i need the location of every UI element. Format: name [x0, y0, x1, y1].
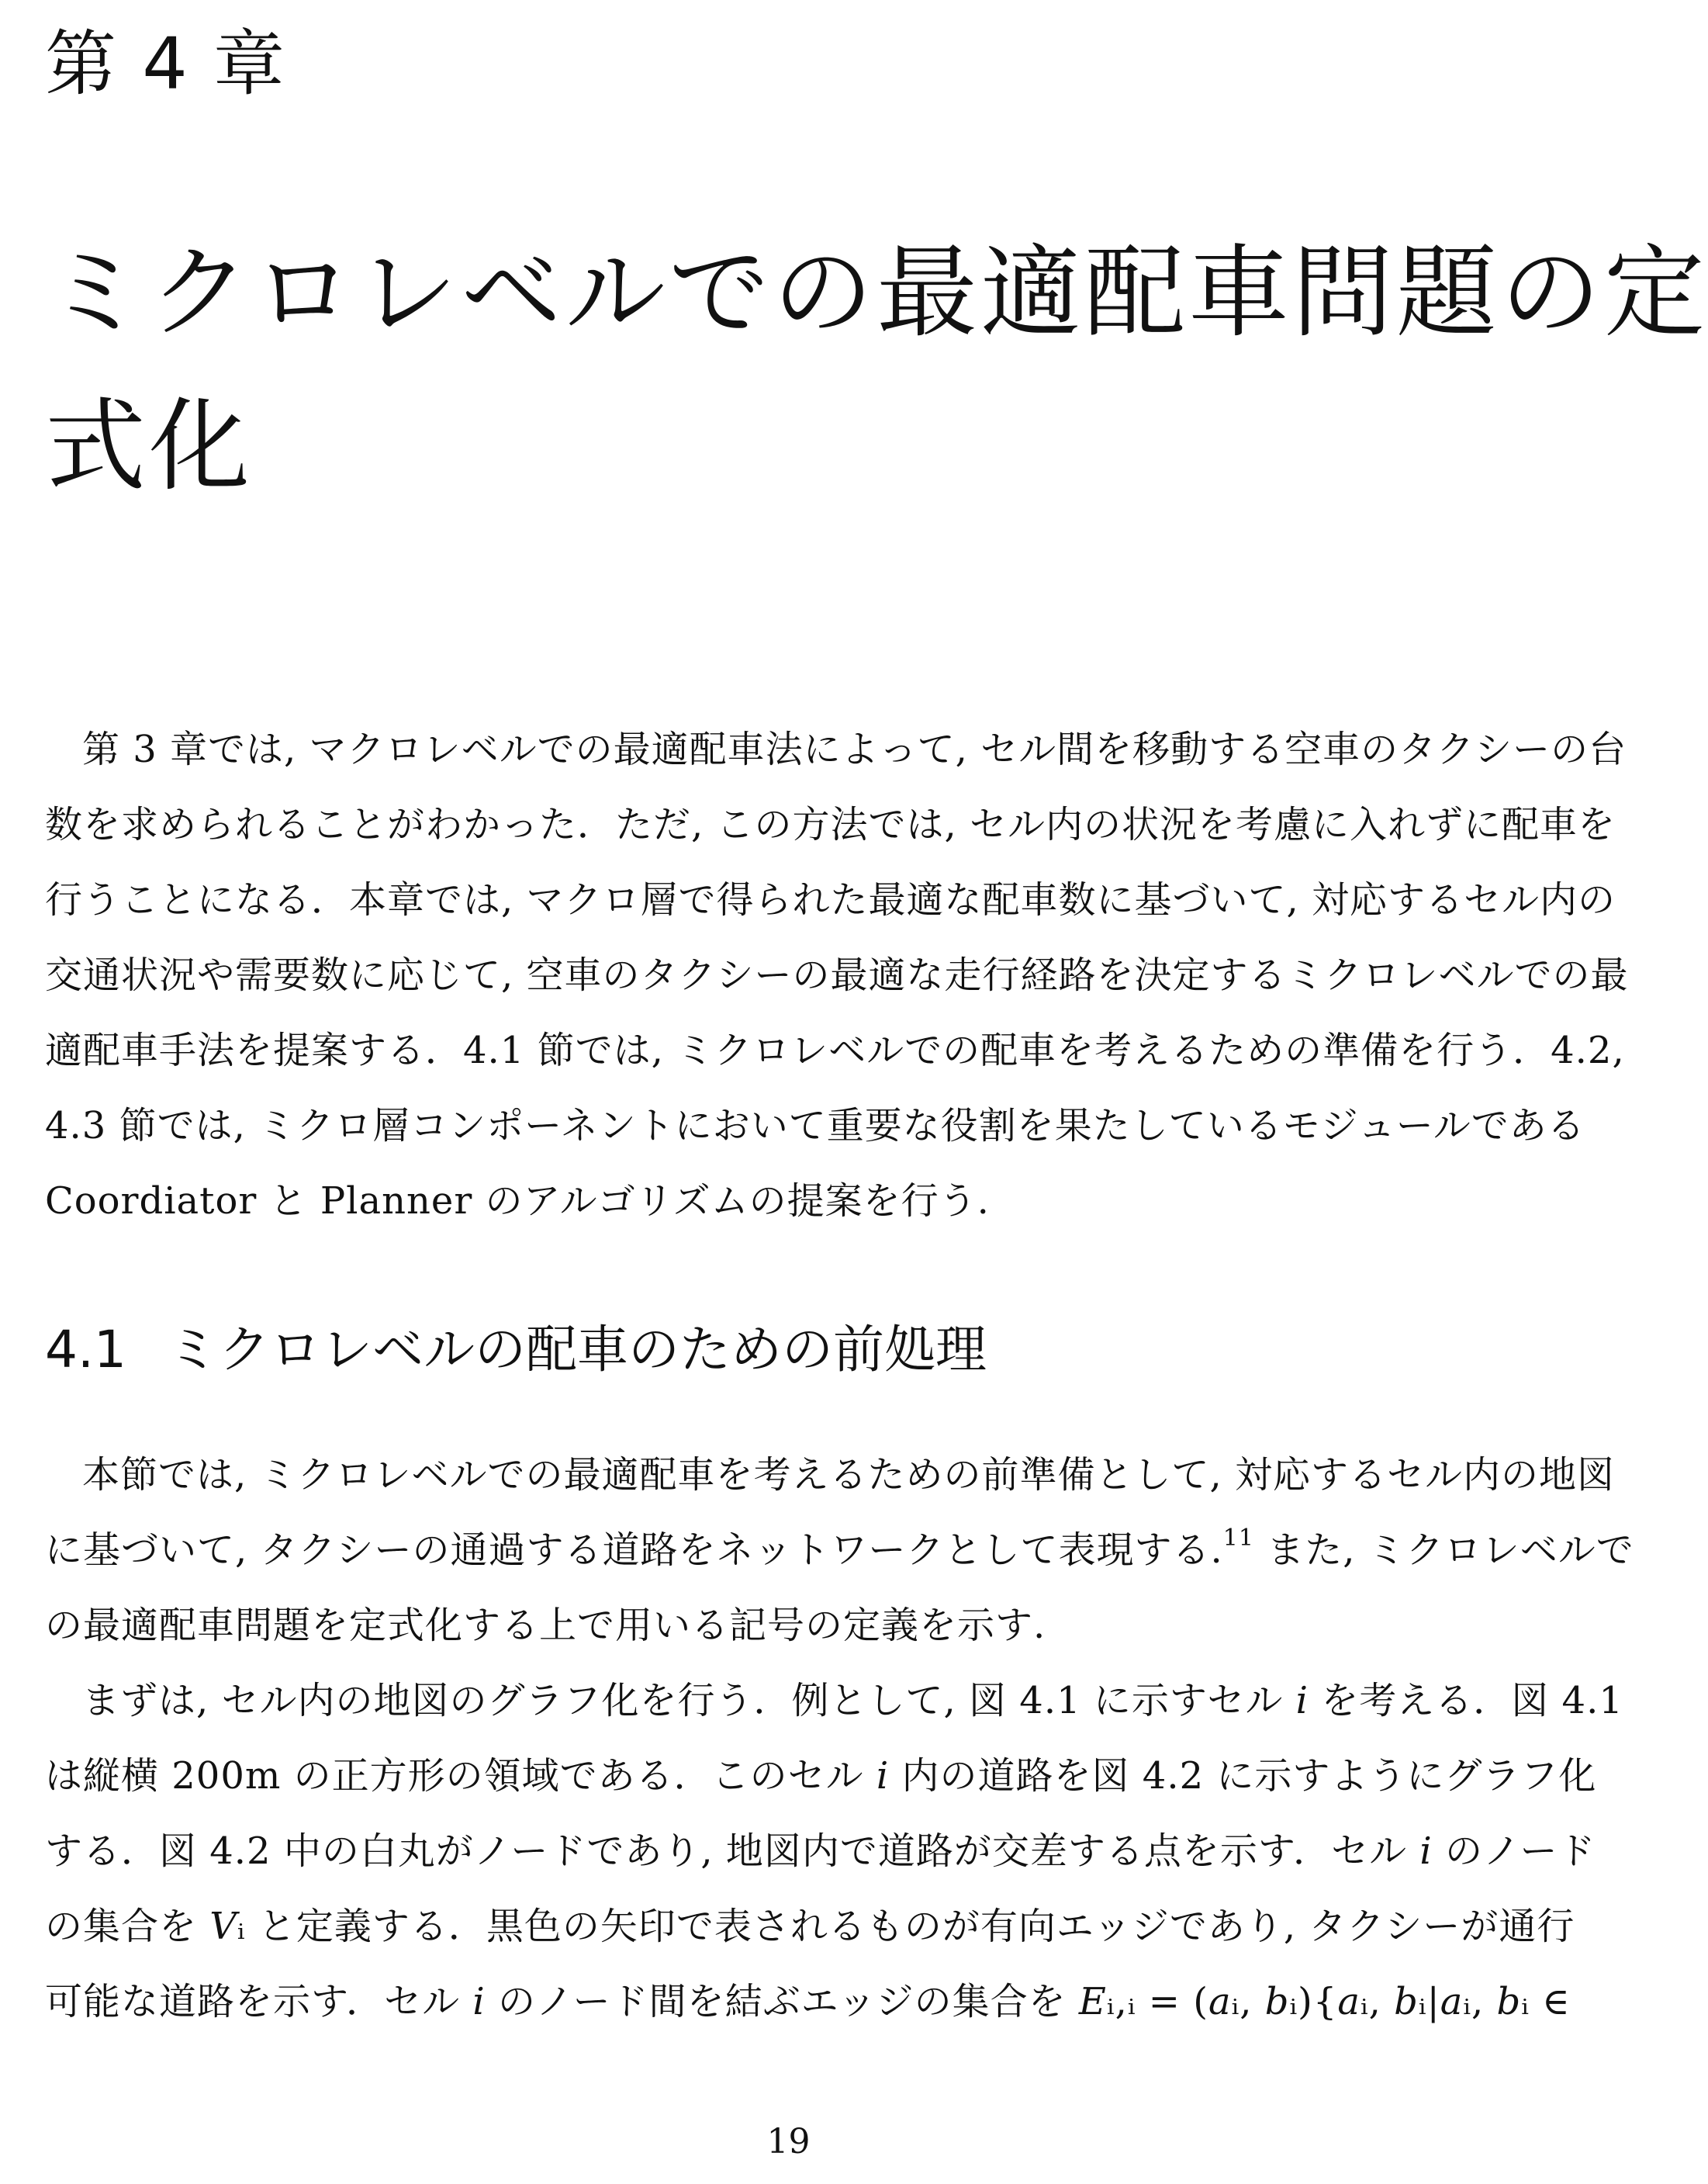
- paragraph-line: は縦横 200m の正方形の領域である．このセル 𝑖 内の道路を図 4.2 に示すようにグラフ化: [45, 1754, 1597, 1798]
- chapter-title-line: 式化: [45, 387, 254, 505]
- section-heading: [45, 1319, 987, 1380]
- section-number: 4.1: [45, 1320, 126, 1379]
- paragraph-line: 行うことになる．本章では, マクロ層で得られた最適な配車数に基づいて, 対応するセル内の: [45, 878, 1616, 922]
- chapter-title-line: ミクロレベルでの最適配車問題の定: [45, 234, 1708, 351]
- paragraph-line: の最適配車問題を定式化する上で用いる記号の定義を示す.: [45, 1604, 1046, 1647]
- paragraph-line: 第 3 章では, マクロレベルでの最適配車法によって, セル間を移動する空車のタクシーの台: [82, 728, 1627, 771]
- chapter-label: 第 4 章: [45, 22, 287, 106]
- paragraph-line: まずは, セル内の地図のグラフ化を行う．例として, 図 4.1 に示すセル 𝑖 を考える．図 4.1: [82, 1679, 1623, 1722]
- chapter-title: [45, 216, 1708, 523]
- paragraph-line: 交通状況や需要数に応じて, 空車のタクシーの最適な走行経路を決定するミクロレベルでの最: [45, 954, 1629, 997]
- section-title: ミクロレベルの配車のための前処理: [168, 1320, 987, 1379]
- footnote-marker: 11: [1222, 1525, 1254, 1552]
- intro-paragraph: [45, 712, 1629, 1239]
- section-paragraph-1: [45, 1438, 1634, 1663]
- paragraph-line: する．図 4.2 中の白丸がノードであり, 地図内で道路が交差する点を示す．セル 𝑖 のノード: [45, 1829, 1596, 1873]
- paragraph-line: の集合を 𝑉ᵢ と定義する．黒色の矢印で表されるものが有向エッジであり, タクシーが通行: [45, 1905, 1575, 1948]
- paragraph-line: 本節では, ミクロレベルでの最適配車を考えるための前準備として, 対応するセル内の地図: [82, 1453, 1616, 1497]
- paragraph-line: Coordiator と Planner のアルゴリズムの提案を行う.: [45, 1179, 990, 1223]
- paragraph-line: 数を求められることがわかった．ただ, この方法では, セル内の状況を考慮に入れずに配車を: [45, 803, 1616, 846]
- paragraph-line: 適配車手法を提案する．4.1 節では, ミクロレベルでの配車を考えるための準備を行う．4.2,: [45, 1029, 1625, 1072]
- section-paragraph-2: [45, 1663, 1623, 2040]
- page-number: 19: [766, 2122, 811, 2162]
- paragraph-line: 可能な道路を示す．セル 𝑖 のノード間を結ぶエッジの集合を 𝐸ᵢ,ᵢ = (𝑎ᵢ, 𝑏ᵢ){𝑎ᵢ, 𝑏ᵢ|𝑎ᵢ, 𝑏ᵢ ∈: [45, 1980, 1571, 2023]
- line-text: に基づいて, タクシーの通過する道路をネットワークとして表現する.: [45, 1528, 1223, 1572]
- line-text: また, ミクロレベルで: [1253, 1528, 1634, 1572]
- paragraph-line: [45, 1513, 1634, 1588]
- paragraph-line: 4.3 節では, ミクロ層コンポーネントにおいて重要な役割を果たしているモジュールである: [45, 1104, 1585, 1147]
